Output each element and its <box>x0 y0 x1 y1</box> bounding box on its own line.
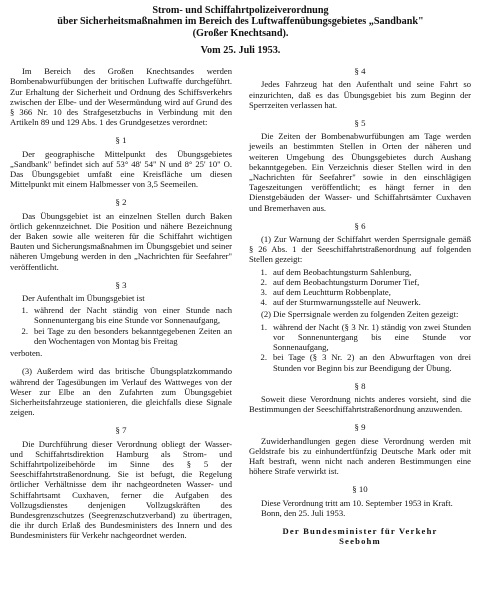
right-column <box>249 66 471 547</box>
section-4-text: Jedes Fahrzeug hat den Aufenthalt und seine Fahrt so einzurichten, daß es das Übungsgebiet bis zum Beginn der Sperrzeiten verlassen hat. <box>249 79 471 110</box>
list-item <box>249 352 471 372</box>
list-item-text: während der Nacht ständig von einer Stunde nach Sonnenuntergang bis eine Stunde vor Sonnenaufgang, <box>34 305 232 326</box>
place-date: Bonn, den 25. Juli 1953. <box>261 507 346 518</box>
list-item-number: 4. <box>260 297 267 308</box>
list-item-text: auf dem Beobachtungsturm Sahlenburg, <box>273 266 412 277</box>
two-column-body <box>10 66 471 547</box>
list-item <box>249 297 471 307</box>
section-6-paragraph-2: (2) Die Sperrsignale werden zu folgenden Zeiten gezeigt: <box>261 309 459 320</box>
section-1-text: Der geographische Mittelpunkt des Übungsgebietes „Sandbank" befindet sich auf 53° 48' 54" N und 8° 25' 10" O. Das Übungsgebiet umfaßt eine Kreisfläche um diesen Mittelpunkt mit einem Halbmesser von 3,5 Seemeilen. <box>10 148 232 190</box>
list-item-text: bei Tage (§ 3 Nr. 2) an den Abwurftagen von drei Stunden vor Beginn bis zur Beendigung der Übung. <box>273 352 471 373</box>
preamble: Im Bereich des Großen Knechtsandes werden Bombenabwurfübungen der britischen Luftwaffe durchgeführt. Zur Erhaltung der Sicherheit und Ordnung des Schiffsverkehrs zwischen der Elbe- und der Wesermündung wird auf Grund des § 366 Nr. 10 des Strafgesetzbuchs in Verbindung mit den Artikeln 89 und 129 Abs. 1 des Grundgesetzes verordnet: <box>10 66 232 128</box>
list-item-text: bei Tage zu den besonders bekanntgegebenen Zeiten an den Wochentagen von Montag bis Freitag <box>34 325 232 346</box>
section-3-paragraph-3: (3) Außerdem wird das britische Übungsplatzkommando während der Tagesübungen im Verlauf des Wattweges von der Weser zur Elbe an den Zufahrten zum Übungsgebiet Sicherheitsfahrzeuge stationieren, die gleichfalls diese Signale zeigen. <box>10 366 232 418</box>
list-item <box>249 322 471 353</box>
section-6-list-1 <box>249 267 471 308</box>
section-1-heading: § 1 <box>115 135 127 146</box>
list-item-number: 2. <box>21 325 28 336</box>
list-item <box>10 305 232 325</box>
list-item-number: 1. <box>260 321 267 332</box>
section-7-text: Die Durchführung dieser Verordnung obliegt der Wasser- und Schiffahrtsdirektion Hamburg als Strom- und Schiffahrtpolizeibehörde im Sinne des § 5 der Seeschiffahrtstraßenordnung. Sie ist befugt, die Regelung örtlicher Verhältnisse dem ihr nachgeordneten Wasser- und Schiffahrtsamt Cuxhaven, ferner die Aufgaben des Vollzugsdienstes denjenigen Vollzugskräften des Bundesgrenzschutzes (Seegrenzschutzverband) zu übertragen, die ihr durch Erlaß des Bundesministers des Innern und des Bundesministers für Verkehr nachgeordnet werden. <box>10 438 232 541</box>
section-6-paragraph-1: (1) Zur Warnung der Schiffahrt werden Sperrsignale gemäß § 26 Abs. 1 der Seeschiffahrtstraßenordnung auf folgenden Stellen gezeigt: <box>249 234 471 265</box>
section-3-heading: § 3 <box>115 279 127 290</box>
list-item <box>10 326 232 346</box>
section-4-heading: § 4 <box>354 66 366 77</box>
signatory-title: Der Bundesminister für Verkehr <box>282 525 438 536</box>
section-10-text: Diese Verordnung tritt am 10. September 1953 in Kraft. <box>261 497 453 508</box>
list-item-text: auf dem Beobachtungsturm Dorumer Tief, <box>273 276 420 287</box>
section-3-list <box>10 305 232 346</box>
list-item <box>249 267 471 277</box>
section-3-end: verboten. <box>10 348 43 359</box>
left-column <box>10 66 232 547</box>
list-item-number: 2. <box>260 352 267 363</box>
section-6-list-2 <box>249 322 471 373</box>
document-title <box>10 5 471 39</box>
section-3-text: Der Aufenthalt im Übungsgebiet ist <box>22 293 145 304</box>
section-6-heading: § 6 <box>354 220 366 231</box>
section-10-heading: § 10 <box>352 484 368 495</box>
list-item <box>249 277 471 287</box>
title-line-3: (Großer Knechtsand). <box>192 27 289 39</box>
section-2-heading: § 2 <box>115 197 127 208</box>
list-item-text: auf dem Leuchtturm Robbenplate, <box>273 287 391 298</box>
list-item <box>249 287 471 297</box>
list-item-number: 2. <box>260 276 267 287</box>
section-5-text: Die Zeiten der Bombenabwurfübungen am Tage werden jeweils an bestimmten Stellen in Orten der näheren und weiteren Umgebung des Übungsgebietes durch Aushang bekanntgegeben. Ein Verzeichnis dieser Stellen wird in den „Nachrichten für Seefahrer" sowie in den einschlägigen Tageszeitungen veröffentlicht; es hängt ferner in den Dienstgebäuden der Wasser- und Schiffahrtsämter Cuxhaven und Bremerhaven aus. <box>249 131 471 213</box>
title-line-1: Strom- und Schiffahrtpolizeiverordnung <box>152 5 329 16</box>
list-item-text: während der Nacht (§ 3 Nr. 1) ständig von zwei Stunden vor Sonnenuntergang bis eine Stunde vor Sonnenaufgang, <box>273 321 471 353</box>
section-9-heading: § 9 <box>354 422 366 433</box>
signature-block <box>249 526 471 547</box>
list-item-number: 1. <box>260 266 267 277</box>
list-item-text: auf der Sturmwarnungsstelle auf Neuwerk. <box>273 297 421 308</box>
section-5-heading: § 5 <box>354 118 366 129</box>
title-line-2: über Sicherheitsmaßnahmen im Bereich des Luftwaffenübungsgebietes „Sandbank" <box>57 16 424 28</box>
section-2-text: Das Übungsgebiet ist an einzelnen Stellen durch Baken örtlich gekennzeichnet. Die Position und nähere Bezeichnung der Baken sowie alle weiteren für die Schiffahrt wichtigen Bauten und Sicherungsmaßnahmen im Übungsgebiet und seiner näheren Umgebung werden in den „Nachrichten für Seefahrer" veröffentlicht. <box>10 210 232 272</box>
list-item-number: 1. <box>21 305 28 316</box>
section-7-heading: § 7 <box>115 425 127 436</box>
section-8-text: Soweit diese Verordnung nichts anderes vorsieht, sind die Bestimmungen der Seeschiffahrtstraßenordnung anzuwenden. <box>249 393 471 415</box>
section-8-heading: § 8 <box>354 380 366 391</box>
signatory-name: Seebohm <box>339 536 381 547</box>
list-item-number: 3. <box>260 287 267 298</box>
section-9-text: Zuwiderhandlungen gegen diese Verordnung werden mit Geldstrafe bis zu einhundertfünfzig Deutsche Mark oder mit Haft bestraft, wenn nicht nach anderen Bestimmungen eine höhere Strafe verwirkt ist. <box>249 435 471 477</box>
document-date: Vom 25. Juli 1953. <box>200 45 281 57</box>
